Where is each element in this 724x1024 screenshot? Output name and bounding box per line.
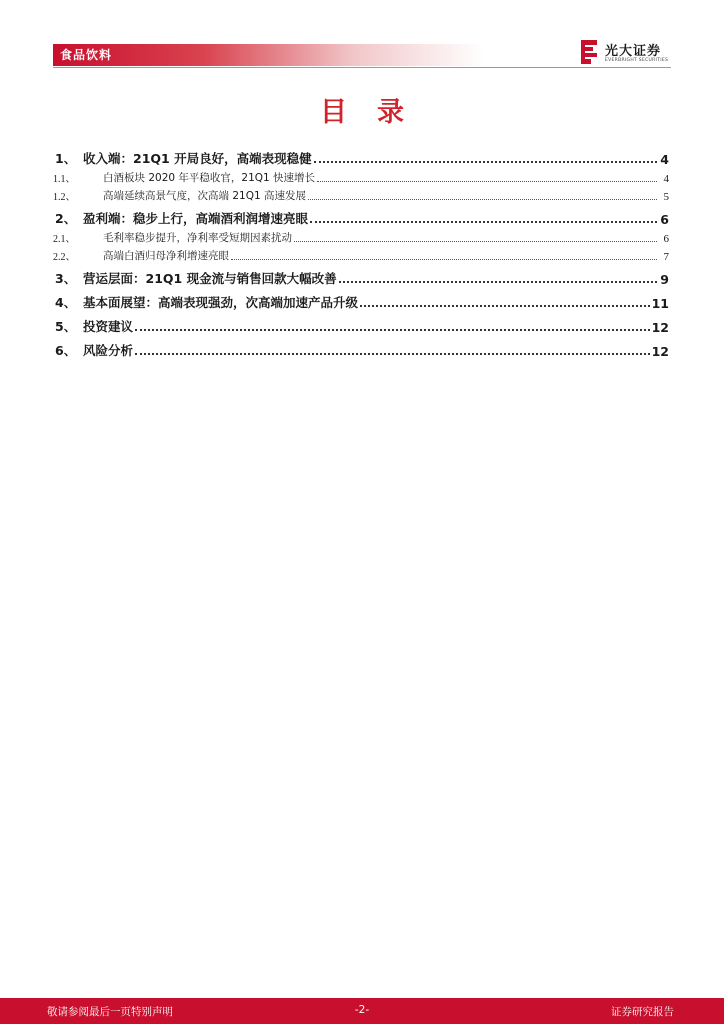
toc-entry-page: 12 xyxy=(651,344,669,359)
toc-entry-number: 1.1、 xyxy=(53,174,76,185)
header-divider xyxy=(53,67,671,68)
toc-entry-number: 6、 xyxy=(55,343,77,358)
toc-entry[interactable] xyxy=(53,287,669,311)
toc-leader-dots xyxy=(308,199,657,200)
toc-entry-number: 2.1、 xyxy=(53,234,76,245)
table-of-contents xyxy=(53,143,669,359)
toc-leader-dots xyxy=(317,181,657,182)
toc-leader-dots xyxy=(314,161,657,163)
toc-entry-title: 收入端：21Q1 开局良好，高端表现稳健 xyxy=(83,151,312,166)
toc-leader-dots xyxy=(339,281,657,283)
toc-entry[interactable] xyxy=(53,245,669,263)
company-logo xyxy=(581,40,677,66)
toc-entry-title: 高端白酒归母净利增速亮眼 xyxy=(103,250,229,262)
toc-entry-title: 高端延续高景气度，次高端 21Q1 高速发展 xyxy=(103,190,306,202)
toc-entry-title: 营运层面：21Q1 现金流与销售回款大幅改善 xyxy=(83,271,337,286)
toc-entry-page: 5 xyxy=(663,191,669,203)
toc-entry-page: 11 xyxy=(651,296,669,311)
logo-company-english: EVERBRIGHT SECURITIES xyxy=(605,58,669,63)
toc-entry-title: 风险分析 xyxy=(83,343,134,358)
footer-page-number: -2- xyxy=(354,1004,370,1016)
toc-entry-number: 3、 xyxy=(55,271,77,286)
toc-entry[interactable] xyxy=(53,167,669,185)
everbright-logo-icon xyxy=(581,40,597,64)
toc-entry[interactable] xyxy=(53,335,669,359)
toc-leader-dots xyxy=(135,353,650,355)
toc-entry-number: 2、 xyxy=(55,211,77,226)
toc-entry-page: 9 xyxy=(660,272,669,287)
toc-entry-page: 4 xyxy=(660,152,669,167)
toc-entry-number: 5、 xyxy=(55,319,77,334)
footer-report-type: 证券研究报告 xyxy=(611,1006,674,1018)
footer-disclaimer: 敬请参阅最后一页特别声明 xyxy=(47,1006,173,1018)
toc-entry-page: 6 xyxy=(660,212,669,227)
toc-entry-number: 4、 xyxy=(55,295,77,310)
toc-entry-page: 4 xyxy=(663,173,669,185)
toc-leader-dots xyxy=(135,329,650,331)
toc-entry-title: 毛利率稳步提升，净利率受短期因素扰动 xyxy=(103,232,292,244)
toc-leader-dots xyxy=(360,305,650,307)
toc-entry-number: 1.2、 xyxy=(53,192,76,203)
toc-entry-page: 6 xyxy=(663,233,669,245)
toc-entry-page: 7 xyxy=(663,251,669,263)
toc-entry-title: 白酒板块 2020 年平稳收官，21Q1 快速增长 xyxy=(103,172,316,184)
toc-entry[interactable] xyxy=(53,227,669,245)
toc-entry-number: 1、 xyxy=(55,151,77,166)
toc-entry-page: 12 xyxy=(651,320,669,335)
toc-entry-title: 投资建议 xyxy=(83,319,134,334)
toc-entry[interactable] xyxy=(53,311,669,335)
toc-leader-dots xyxy=(294,241,657,242)
toc-leader-dots xyxy=(231,259,657,260)
logo-company-name: 光大证券 xyxy=(605,44,662,59)
toc-entry-title: 盈利端：稳步上行，高端酒利润增速亮眼 xyxy=(83,211,309,226)
toc-entry-title: 基本面展望：高端表现强劲，次高端加速产品升级 xyxy=(83,295,359,310)
footer-bar xyxy=(0,998,724,1024)
header-band xyxy=(53,44,483,66)
toc-entry[interactable] xyxy=(53,143,669,167)
header-section-label: 食品饮料 xyxy=(60,48,113,62)
page-title: 目录 xyxy=(320,97,434,128)
toc-entry[interactable] xyxy=(53,263,669,287)
toc-entry[interactable] xyxy=(53,185,669,203)
toc-entry[interactable] xyxy=(53,203,669,227)
toc-leader-dots xyxy=(310,221,657,223)
toc-entry-number: 2.2、 xyxy=(53,252,76,263)
